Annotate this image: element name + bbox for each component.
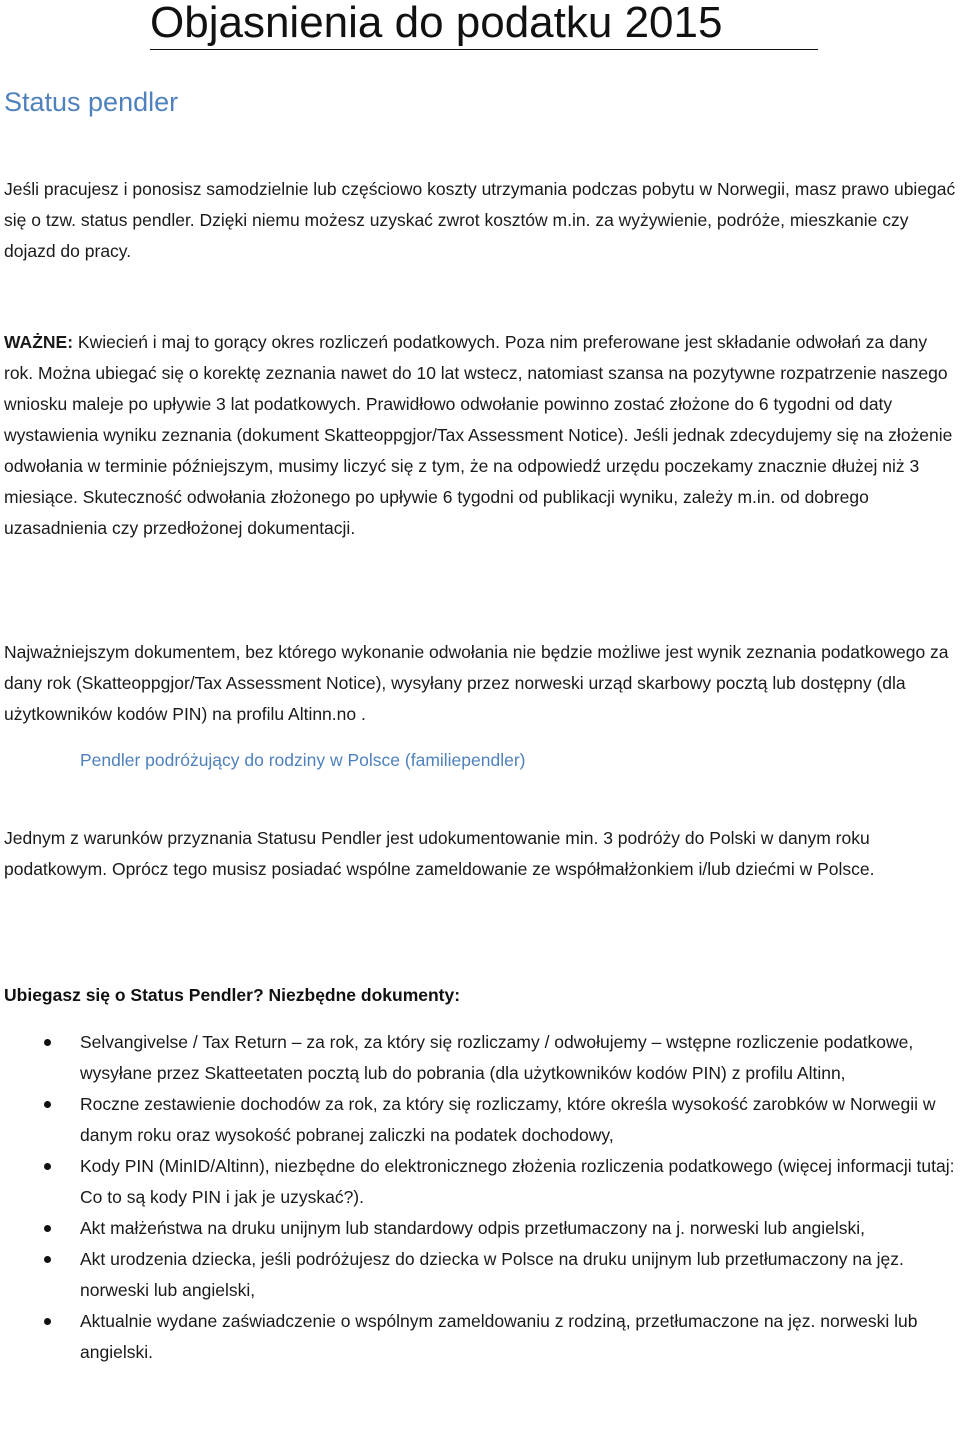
documents-list [0,1027,960,1368]
page-title: Objasnienia do podatku 2015 [150,0,818,50]
bullet-icon [44,1039,51,1046]
list-item [0,1213,960,1244]
important-paragraph [4,327,956,544]
list-item-text: Roczne zestawienie dochodów za rok, za który się rozliczamy, które określa wysokość zarobków w Norwegii w danym roku oraz wysokość pobranej zaliczki na podatek dochodowy, [80,1094,936,1145]
bullet-icon [44,1101,51,1108]
list-item [0,1244,960,1306]
list-item-text: Aktualnie wydane zaświadczenie o wspólnym zameldowaniu z rodziną, przetłumaczone na jęz. norweski lub angielski. [80,1311,918,1362]
family-pendler-paragraph: Jednym z warunków przyznania Statusu Pendler jest udokumentowanie min. 3 podróży do Polski w danym roku podatkowym. Oprócz tego musisz posiadać wspólne zameldowanie ze współmałżonkiem i/lub dziećmi w Polsce. [4,828,875,879]
documents-heading: Ubiegasz się o Status Pendler? Niezbędne dokumenty: [4,985,461,1005]
list-item [0,1306,960,1368]
list-item-text: Akt urodzenia dziecka, jeśli podróżujesz do dziecka w Polsce na druku unijnym lub przetłumaczony na jęz. norweski lub angielski, [80,1249,904,1300]
list-item-text: Akt małżeństwa na druku unijnym lub standardowy odpis przetłumaczony na j. norweski lub angielski, [80,1218,865,1238]
intro-paragraph: Jeśli pracujesz i ponosisz samodzielnie lub częściowo koszty utrzymania podczas pobytu w Norwegii, masz prawo ubiegać się o tzw. status pendler. Dzięki niemu możesz uzyskać zwrot kosztów m.in. za wyżywienie, podróże, mieszkanie czy dojazd do pracy. [4,179,956,261]
list-item-text: Selvangivelse / Tax Return – za rok, za który się rozliczamy / odwołujemy – wstępne rozliczenie podatkowe, wysyłane przez Skatteetaten pocztą lub do pobrania (dla użytkowników kodów PIN) z profilu Altinn, [80,1032,914,1083]
important-label: WAŻNE: [4,332,74,352]
list-item [0,1027,960,1089]
bullet-icon [44,1256,51,1263]
bullet-icon [44,1225,51,1232]
list-item [0,1151,960,1213]
important-text: Kwiecień i maj to gorący okres rozliczeń podatkowych. Poza nim preferowane jest składanie odwołań za dany rok. Można ubiegać się o korektę zeznania nawet do 10 lat wstecz, natomiast szansa na pozytywne rozpatrzenie naszego wniosku maleje po upływie 3 lat podatkowych. Prawidłowo odwołanie powinno zostać złożone do 6 tygodni od daty wystawienia wyniku zeznania (dokument Skatteoppgjor/Tax Assessment Notice). Jeśli jednak zdecydujemy się na złożenie odwołania w terminie późniejszym, musimy liczyć się z tym, że na odpowiedź urzędu poczekamy znacznie dłużej niż 3 miesiące. Skuteczność odwołania złożonego po upływie 6 tygodni od publikacji wyniku, zależy m.in. od dobrego uzasadnienia czy przedłożonej dokumentacji. [4,332,953,538]
list-item-text: Kody PIN (MinID/Altinn), niezbędne do elektronicznego złożenia rozliczenia podatkowego (więcej informacji tutaj: Co to są kody PIN i jak je uzyskać?). [80,1156,955,1207]
key-document-paragraph: Najważniejszym dokumentem, bez którego wykonanie odwołania nie będzie możliwe jest wynik zeznania podatkowego za dany rok (Skatteoppgjor/Tax Assessment Notice), wysyłany przez norweski urząd skarbowy pocztą lub dostępny (dla użytkowników kodów PIN) na profilu Altinn.no . [4,642,949,724]
list-item [0,1089,960,1151]
bullet-icon [44,1318,51,1325]
family-pendler-heading: Pendler podróżujący do rodziny w Polsce (familiependler) [80,750,526,770]
status-pendler-heading: Status pendler [4,87,179,117]
bullet-icon [44,1163,51,1170]
